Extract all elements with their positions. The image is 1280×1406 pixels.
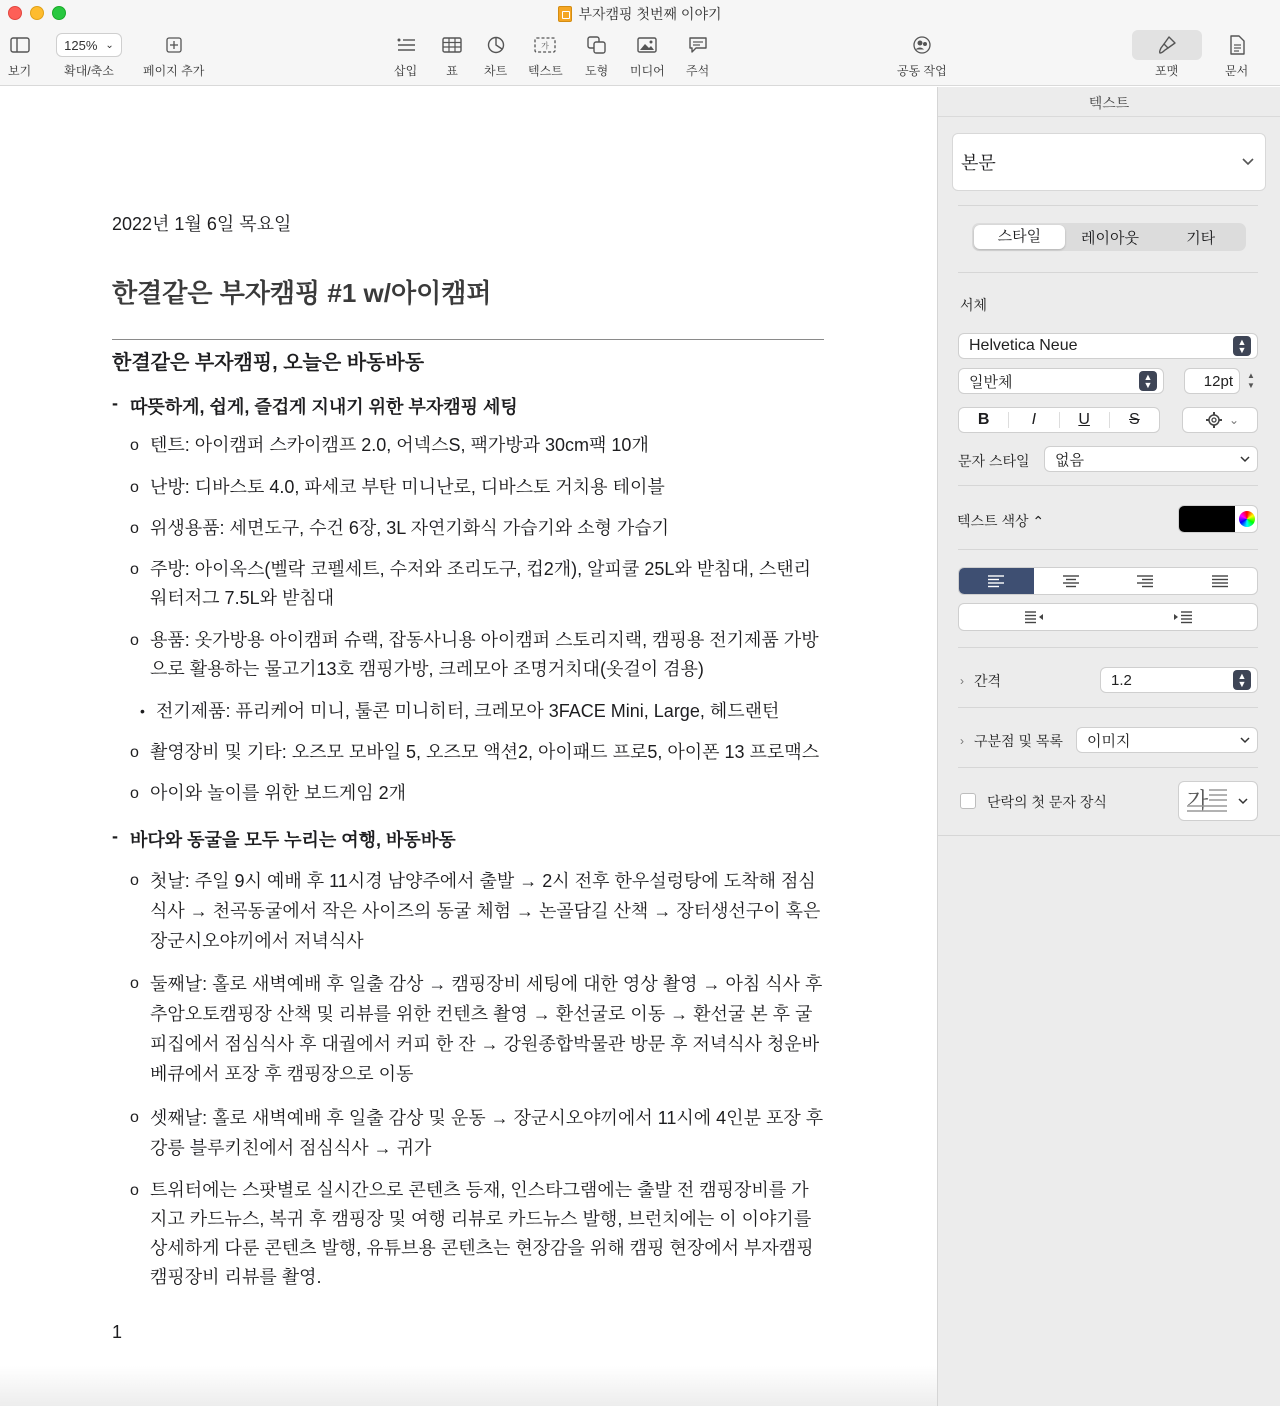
tab-more[interactable]: 기타 (1186, 229, 1216, 247)
dot-bullet-icon: • (140, 703, 145, 719)
chevron-down-icon: ⌄ (105, 39, 114, 51)
chevron-down-icon (1241, 157, 1255, 167)
insert-list-icon (396, 37, 416, 53)
color-swatch[interactable] (1179, 506, 1235, 532)
zoom-control[interactable]: 125% ⌄ 확대/축소 (56, 32, 122, 79)
font-weight-select[interactable]: 일반체 ▲ ▼ (958, 368, 1164, 394)
collaborate-icon (911, 36, 933, 54)
bold-button[interactable]: B (959, 412, 1009, 428)
spacing-disclosure[interactable]: › 간격 (960, 673, 1002, 689)
char-style-label: 문자 스타일 (958, 453, 1030, 469)
toolbar (0, 0, 1280, 86)
justify-icon (1211, 574, 1229, 588)
chevron-down-icon (1239, 455, 1251, 463)
divider (958, 549, 1258, 550)
char-style-select[interactable]: 없음 (1044, 446, 1258, 472)
chart-pie-icon (487, 36, 505, 54)
window-title (0, 4, 1280, 24)
up-down-chevron-icon: ▲ ▼ (1233, 336, 1251, 356)
strikethrough-button[interactable]: S (1129, 411, 1140, 428)
circle-bullet-icon: o (130, 872, 139, 889)
text-box-icon (534, 37, 556, 53)
shape-icon (587, 36, 607, 54)
circle-bullet-icon: o (130, 437, 139, 454)
divider (958, 485, 1258, 486)
title-divider (112, 339, 824, 340)
pages-document-icon (558, 6, 572, 22)
document-title[interactable]: 한결같은 부자캠핑 #1 w/아이캠퍼 (112, 278, 492, 308)
chevron-down-icon: ⌄ (1228, 413, 1240, 427)
media-button[interactable]: 미디어 (630, 32, 665, 79)
shape-button[interactable]: 도형 (585, 32, 608, 79)
view-button[interactable]: 보기 (8, 32, 31, 79)
chart-button[interactable]: 차트 (484, 32, 507, 79)
circle-bullet-icon: o (130, 479, 139, 496)
comment-icon (688, 36, 708, 54)
add-page-icon (166, 37, 182, 53)
list-item[interactable]: o 셋째날: 홀로 새벽예배 후 일출 감상 및 운동 → 장군시오야끼에서 11시에 4인분 포장 후 강릉 블루키친에서 점심식사 → 귀가 (130, 1103, 824, 1163)
list-item[interactable]: o 트위터에는 스팟별로 실시간으로 콘텐츠 등재, 인스타그램에는 출발 전 캠핑장비를 가지고 카드뉴스, 복귀 후 캠핑장 및 여행 리뷰로 카드뉴스 발행, 브런치에는 이 이야기를 상세하게 다룬 콘텐츠 발행, 유튜브용 콘텐츠는 현장감을 위해 캠핑 현장에서 부자캠핑 캠핑장비 리뷰를 촬영. (130, 1176, 824, 1292)
advanced-options-button[interactable] (1182, 407, 1258, 433)
font-size-input[interactable]: 12pt (1184, 368, 1240, 394)
up-down-chevron-icon: ▲ ▼ (1233, 670, 1251, 690)
page-shadow (0, 1366, 937, 1406)
divider (958, 767, 1258, 768)
text-button[interactable]: 가 텍스트 (528, 32, 563, 79)
list-item[interactable]: o 주방: 아이옥스(벨락 코펠세트, 수저와 조리도구, 컵2개), 알피쿨 25L와 받침대, 스탠리 워터저그 7.5L와 받침대 (130, 555, 824, 613)
sub-list-item[interactable]: • 전기제품: 퓨리케어 미니, 툴콘 미니히터, 크레모아 3FACE Mini, Large, 헤드랜턴 (140, 697, 779, 726)
divider (958, 205, 1258, 206)
font-family-select[interactable]: Helvetica Neue ▲ ▼ (958, 333, 1258, 359)
list-item[interactable]: o 둘째날: 홀로 새벽예배 후 일출 감상 → 캠핑장비 세팅에 대한 영상 촬영 → 아침 식사 후 추암오토캠핑장 산책 및 리뷰를 위한 컨텐츠 촬영 → 환선굴로 이동 → 환선굴 본 후 굴피집에서 점심식사 후 대궐에서 커피 한 잔 → 강원종합박물관 방문 후 저녁식사 청운바베큐에서 포장 후 캠핑장으로 이동 (130, 969, 824, 1089)
align-right-button[interactable] (1108, 568, 1183, 594)
circle-bullet-icon: o (130, 975, 139, 992)
comment-button[interactable]: 주석 (686, 32, 709, 79)
indent-icon (1173, 610, 1193, 624)
dash-bullet: - (112, 393, 118, 413)
dropcap-style-select[interactable] (1178, 781, 1258, 821)
text-color-well[interactable] (1178, 505, 1258, 533)
spacing-select[interactable]: 1.2 ▲ ▼ (1100, 667, 1258, 693)
inspector-header: 텍스트 (1088, 95, 1130, 111)
outdent-icon (1024, 610, 1044, 624)
add-page-button[interactable]: 페이지 추가 (143, 32, 204, 79)
gear-icon (1205, 411, 1223, 429)
bullets-select[interactable]: 이미지 (1076, 727, 1258, 753)
divider (958, 647, 1258, 648)
font-label: 서체 (960, 297, 988, 313)
circle-bullet-icon: o (130, 1182, 139, 1199)
list-item[interactable]: o 촬영장비 및 기타: 오즈모 모바일 5, 오즈모 액션2, 아이패드 프로5, 아이폰 13 프로맥스 (130, 738, 824, 767)
media-photo-icon (637, 37, 657, 53)
up-down-chevron-icon: ▲ ▼ (1139, 371, 1157, 391)
font-size-stepper[interactable]: ▲ ▼ (1247, 371, 1255, 390)
text-color-label[interactable]: 텍스트 색상 ⌃ (957, 513, 1045, 529)
window-title-text: 부자캠핑 첫번째 이야기 (578, 6, 722, 22)
document-icon (1229, 35, 1245, 55)
list-item[interactable]: o 용품: 옷가방용 아이캠퍼 슈랙, 잡동사니용 아이캠퍼 스토리지랙, 캠핑용 전기제품 가방으로 활용하는 물고기13호 캠핑가방, 크레모아 조명거치대(옷걸이 겸용) (130, 626, 824, 684)
inspector-header-divider (938, 116, 1280, 117)
chevron-down-icon (1239, 736, 1251, 744)
page-number: 1 (112, 1322, 123, 1342)
text-style-buttons (958, 407, 1160, 433)
table-icon (442, 37, 462, 53)
align-left-button[interactable] (959, 568, 1034, 594)
list-item[interactable]: o 첫날: 주일 9시 예배 후 11시경 남양주에서 출발 → 2시 전후 한우설렁탕에 도착해 점심식사 → 천곡동굴에서 작은 사이즈의 동굴 체험 → 논골담길 산책 → 장터생선구이 혹은 장군시오야끼에서 저녁식사 (130, 866, 824, 956)
underline-button[interactable]: U (1060, 412, 1110, 428)
tab-style[interactable]: 스타일 (974, 225, 1065, 249)
format-inspector (938, 87, 1280, 1406)
paragraph-style-dropdown[interactable]: 본문 (952, 133, 1266, 191)
document-canvas[interactable] (0, 87, 937, 1406)
svg-text:가: 가 (541, 41, 550, 51)
list-item[interactable]: o 위생용품: 세면도구, 수건 6장, 3L 자연기화식 가습기와 소형 가습기 (130, 514, 824, 543)
dash-bullet: - (112, 826, 118, 846)
list-item[interactable]: o 아이와 놀이를 위한 보드게임 2개 (130, 779, 824, 808)
section-2-text: 바다와 동굴을 모두 누리는 여행, 바동바동 (130, 830, 456, 850)
document-button[interactable]: 문서 (1225, 32, 1248, 79)
align-center-button[interactable] (1034, 568, 1109, 594)
inspector-tabs (972, 223, 1246, 251)
dropcap-checkbox[interactable] (960, 793, 976, 809)
divider (958, 272, 1258, 273)
justify-button[interactable] (1183, 568, 1258, 594)
circle-bullet-icon: o (130, 632, 139, 649)
divider (958, 707, 1258, 708)
circle-bullet-icon: o (130, 520, 139, 537)
document-heading[interactable]: 한결같은 부자캠핑, 오늘은 바동바동 (112, 352, 425, 374)
align-right-icon (1136, 574, 1154, 588)
format-button[interactable]: 포맷 (1155, 32, 1178, 79)
document-date[interactable]: 2022년 1월 6일 목요일 (112, 214, 292, 234)
list-item[interactable]: o 난방: 디바스토 4.0, 파세코 부탄 미니난로, 디바스토 거치용 테이블 (130, 473, 824, 502)
decrease-indent-button[interactable] (959, 604, 1108, 630)
section-2[interactable] (112, 826, 456, 852)
chevron-down-icon (1237, 797, 1249, 805)
table-button[interactable]: 표 (442, 32, 462, 79)
circle-bullet-icon: o (130, 1109, 139, 1126)
section-1-text: 따뜻하게, 쉽게, 즐겁게 지내기 위한 부자캠핑 세팅 (130, 397, 518, 417)
dropcap-label: 단락의 첫 문자 장식 (987, 794, 1107, 810)
sidebar-icon (10, 37, 30, 53)
tab-layout[interactable]: 레이아웃 (1081, 229, 1139, 247)
circle-bullet-icon: o (130, 744, 139, 761)
dropcap-preview-icon: 가 (1187, 789, 1209, 814)
circle-bullet-icon: o (130, 785, 139, 802)
circle-bullet-icon: o (130, 561, 139, 578)
divider (938, 835, 1280, 836)
paintbrush-icon (1157, 35, 1177, 55)
color-wheel-icon[interactable] (1239, 511, 1255, 527)
alignment-buttons (958, 567, 1258, 595)
indent-buttons (958, 603, 1258, 631)
italic-button[interactable]: I (1009, 412, 1059, 428)
zoom-dropdown[interactable]: 125% ⌄ (56, 33, 122, 57)
collaborate-button[interactable]: 공동 작업 (897, 32, 947, 79)
list-item[interactable]: o 텐트: 아이캠퍼 스카이캠프 2.0, 어넥스S, 팩가방과 30cm팩 10개 (130, 431, 824, 460)
align-left-icon (987, 574, 1005, 588)
bullets-disclosure[interactable]: › 구분점 및 목록 (960, 733, 1063, 749)
chevron-right-icon: › (960, 674, 964, 688)
chevron-right-icon: › (960, 734, 964, 748)
align-center-icon (1062, 574, 1080, 588)
increase-indent-button[interactable] (1108, 604, 1257, 630)
section-1[interactable] (112, 393, 518, 419)
insert-button[interactable]: 삽입 (394, 32, 417, 79)
